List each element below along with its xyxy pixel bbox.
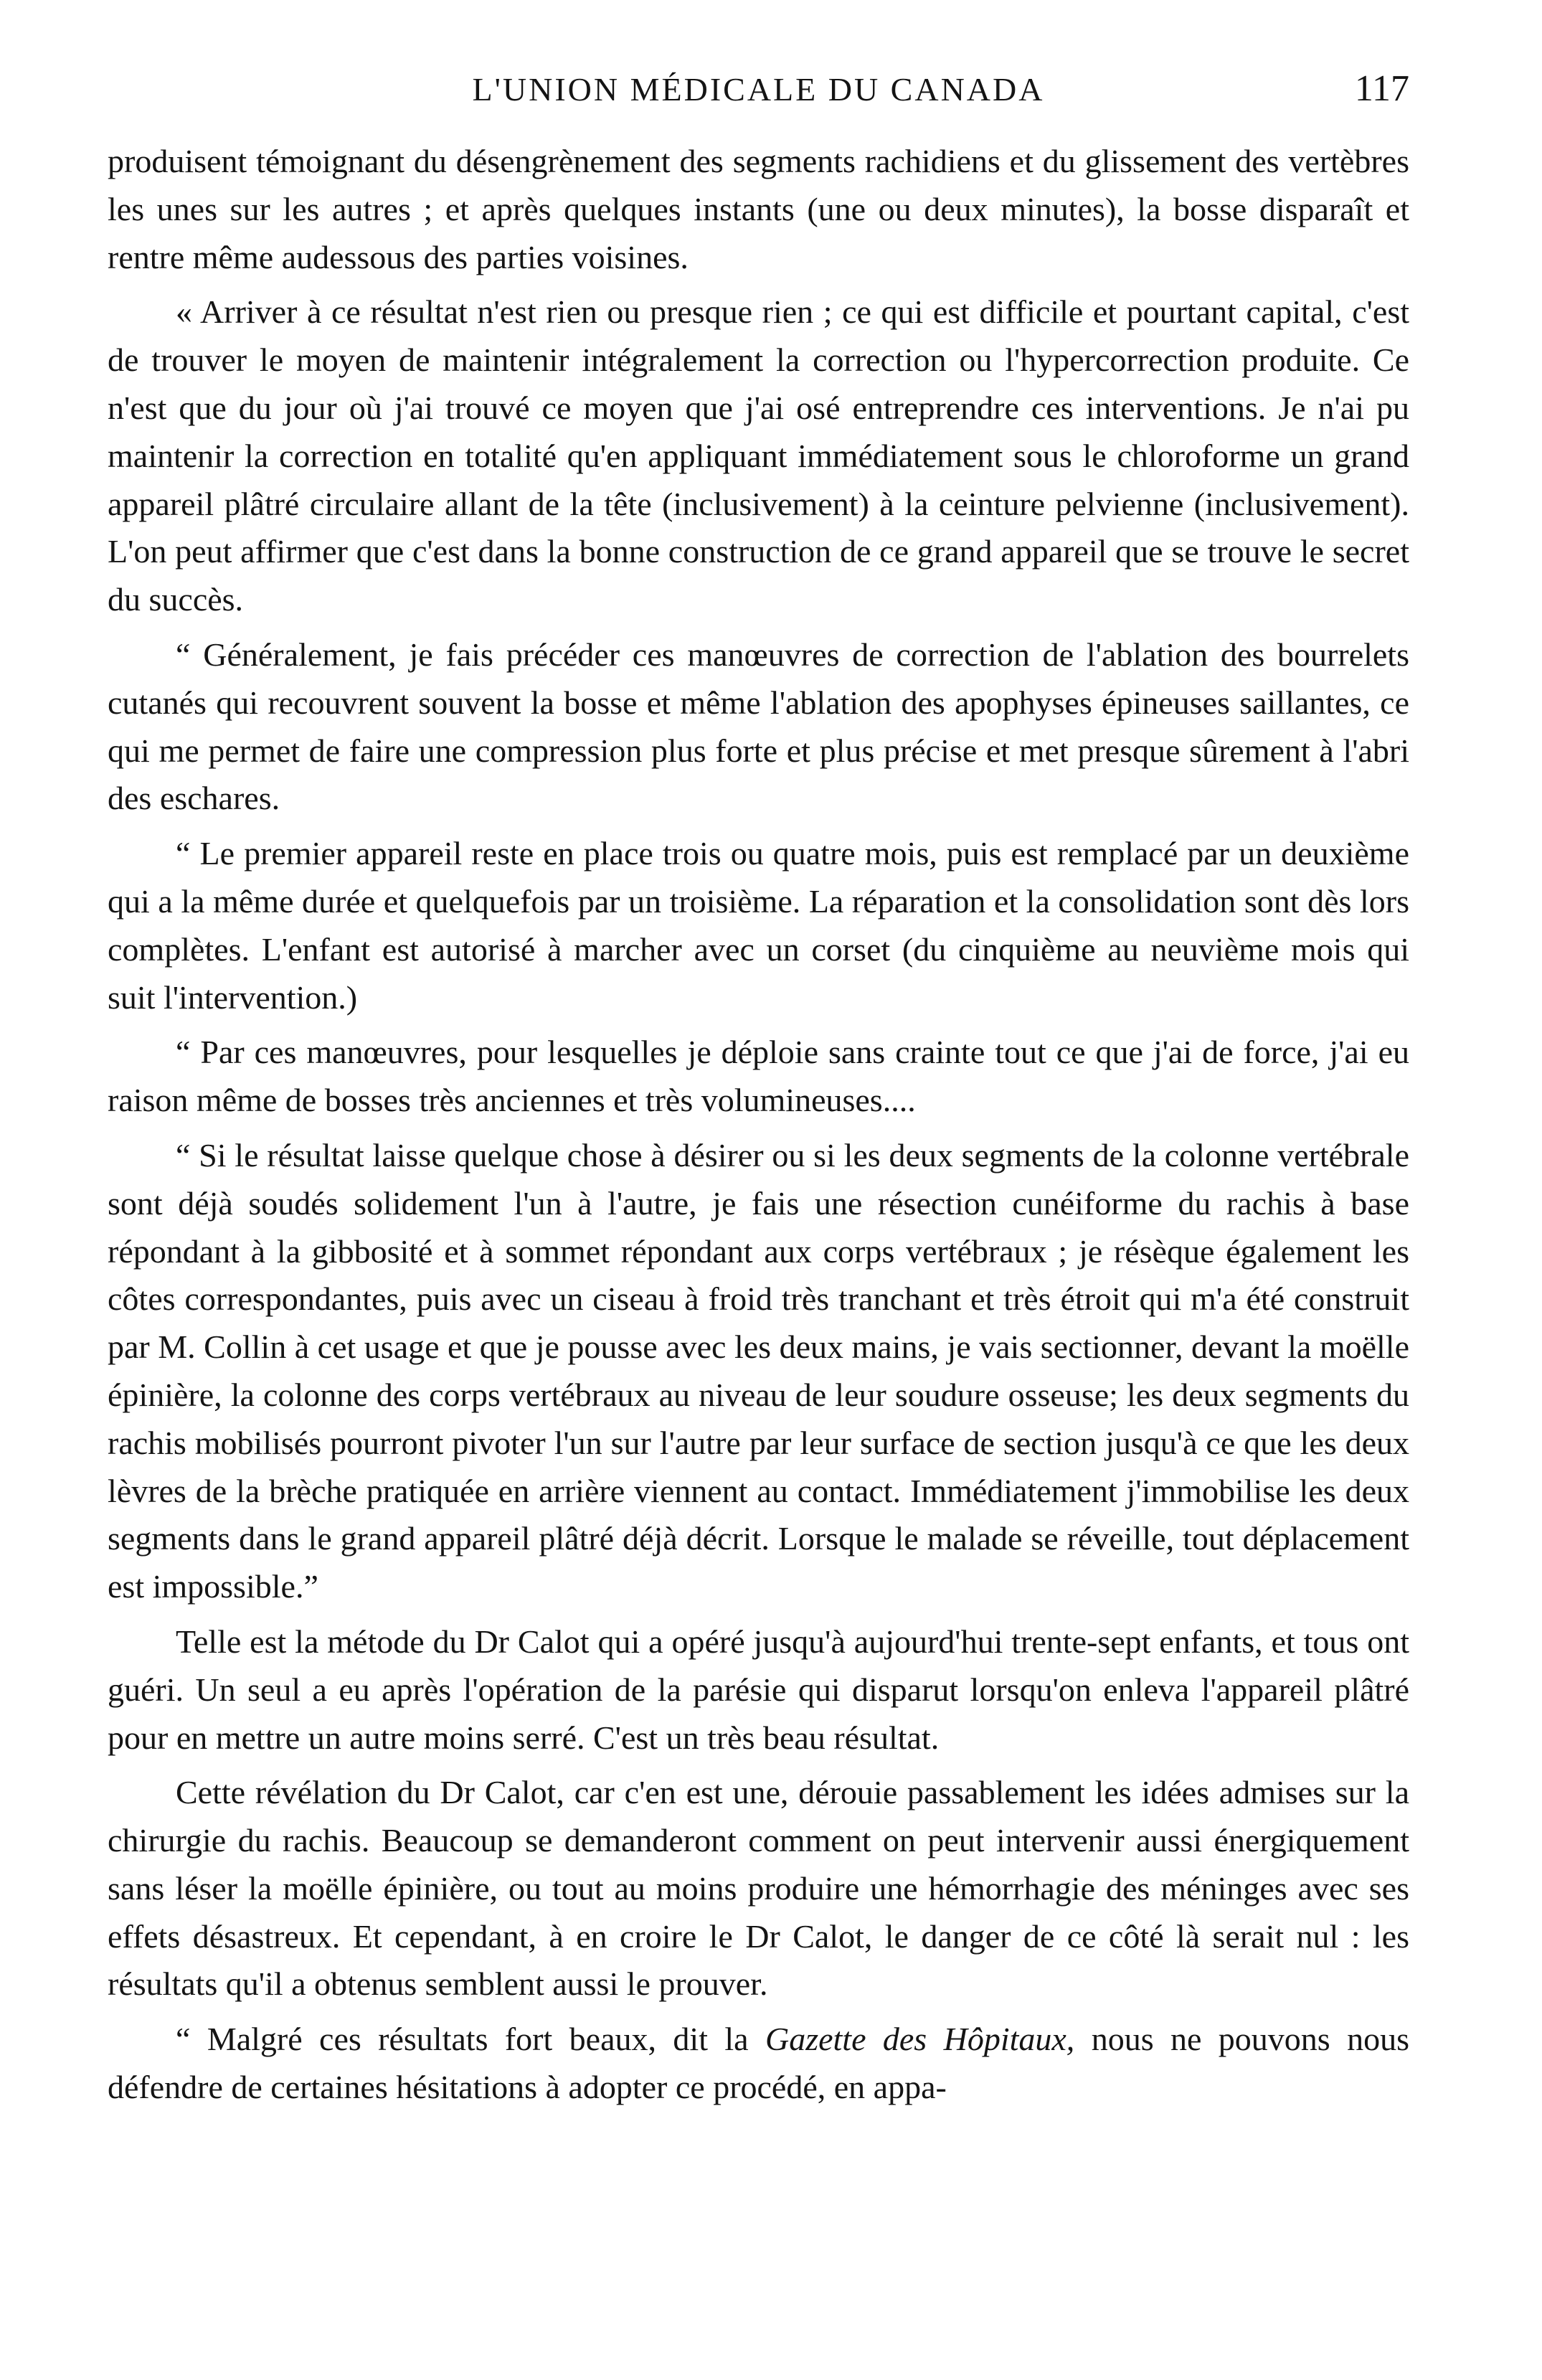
paragraph: “ Généralement, je fais précéder ces manœuvres de correction de l'ablation des bourrelets cutanés qui recouvrent souvent la bosse et même l'ablation des apophyses épineuses saillantes, ce qui me permet de faire une compression plus forte et plus précise et met presque sûrement à l'abri des eschares. (108, 636, 1409, 817)
text-run: “ Malgré ces résultats fort beaux, dit la (176, 2021, 765, 2058)
page-number: 117 (1354, 68, 1409, 109)
journal-citation: Gazette des Hôpitaux, (765, 2021, 1075, 2058)
paragraph: “ Par ces manœuvres, pour lesquelles je déploie sans crainte tout ce que j'ai de force, j'ai eu raison même de bosses très anciennes et très volumineuses.... (108, 1034, 1409, 1119)
paragraph: Telle est la métode du Dr Calot qui a opéré jusqu'à aujourd'hui trente-sept enfants, et tous ont guéri. Un seul a eu après l'opération de la parésie qui disparut lorsqu'on enleva l'appareil plâtré pour en mettre un autre moins serré. C'est un très beau résultat. (108, 1623, 1409, 1756)
document-page (108, 65, 1409, 2119)
running-head (108, 65, 1409, 122)
paragraph (108, 2016, 1409, 2112)
paragraph: “ Si le résultat laisse quelque chose à désirer ou si les deux segments de la colonne vertébrale sont déjà soudés solidement l'un à l'autre, je fais une résection cunéiforme du rachis à base répondant à la gibbosité et à sommet répondant aux corps vertébraux ; je résèque également les côtes correspondantes, puis avec un ciseau à froid très tranchant et très étroit qui m'a été construit par M. Collin à cet usage et que je pousse avec les deux mains, je vais sectionner, devant la moëlle épinière, la colonne des corps vertébraux au niveau de leur soudure osseuse; les deux segments du rachis mobilisés pourront pivoter l'un sur l'autre par leur surface de section jusqu'à ce que les deux lèvres de la brèche pratiquée en arrière viennent au contact. Immédiatement j'immobilise les deux segments dans le grand appareil plâtré déjà décrit. Lorsque le malade se réveille, tout déplacement est impossible.” (108, 1136, 1409, 1605)
paragraph: produisent témoignant du désengrènement des segments rachidiens et du glissement des vertèbres les unes sur les autres ; et après quelques instants (une ou deux minutes), la bosse disparaît et rentre même audessous des parties voisines. (108, 143, 1409, 275)
text-run: nous ne pouvons nous défendre de certaines hésitations à adopter ce procédé, en appa- (108, 2021, 1410, 2106)
journal-title: L'UNION MÉDICALE DU CANADA (472, 71, 1045, 108)
paragraph: “ Le premier appareil reste en place trois ou quatre mois, puis est remplacé par un deuxième qui a la même durée et quelquefois par un troisième. La réparation et la consolidation sont dès lors complètes. L'enfant est autorisé à marcher avec un corset (du cinquième au neuvième mois qui suit l'intervention.) (108, 835, 1409, 1016)
body-text (108, 138, 1409, 2112)
paragraph: « Arriver à ce résultat n'est rien ou presque rien ; ce qui est difficile et pourtant capital, c'est de trouver le moyen de maintenir intégralement la correction ou l'hypercorrection produite. Ce n'est que du jour où j'ai trouvé ce moyen que j'ai osé entreprendre ces interventions. Je n'ai pu maintenir la correction en totalité qu'en appliquant immédiatement sous le chloroforme un grand appareil plâtré circulaire allant de la tête (inclusivement) à la ceinture pelvienne (inclusivement). L'on peut affirmer que c'est dans la bonne construction de ce grand appareil que se trouve le secret du succès. (108, 293, 1409, 618)
paragraph: Cette révélation du Dr Calot, car c'en est une, dérouie passablement les idées admises sur la chirurgie du rachis. Beaucoup se demanderont comment on peut intervenir aussi énergiquement sans léser la moëlle épinière, ou tout au moins produire une hémorrhagie des méninges avec ses effets désastreux. Et cependant, à en croire le Dr Calot, le danger de ce côté là serait nul : les résultats qu'il a obtenus semblent aussi le prouver. (108, 1774, 1409, 2003)
